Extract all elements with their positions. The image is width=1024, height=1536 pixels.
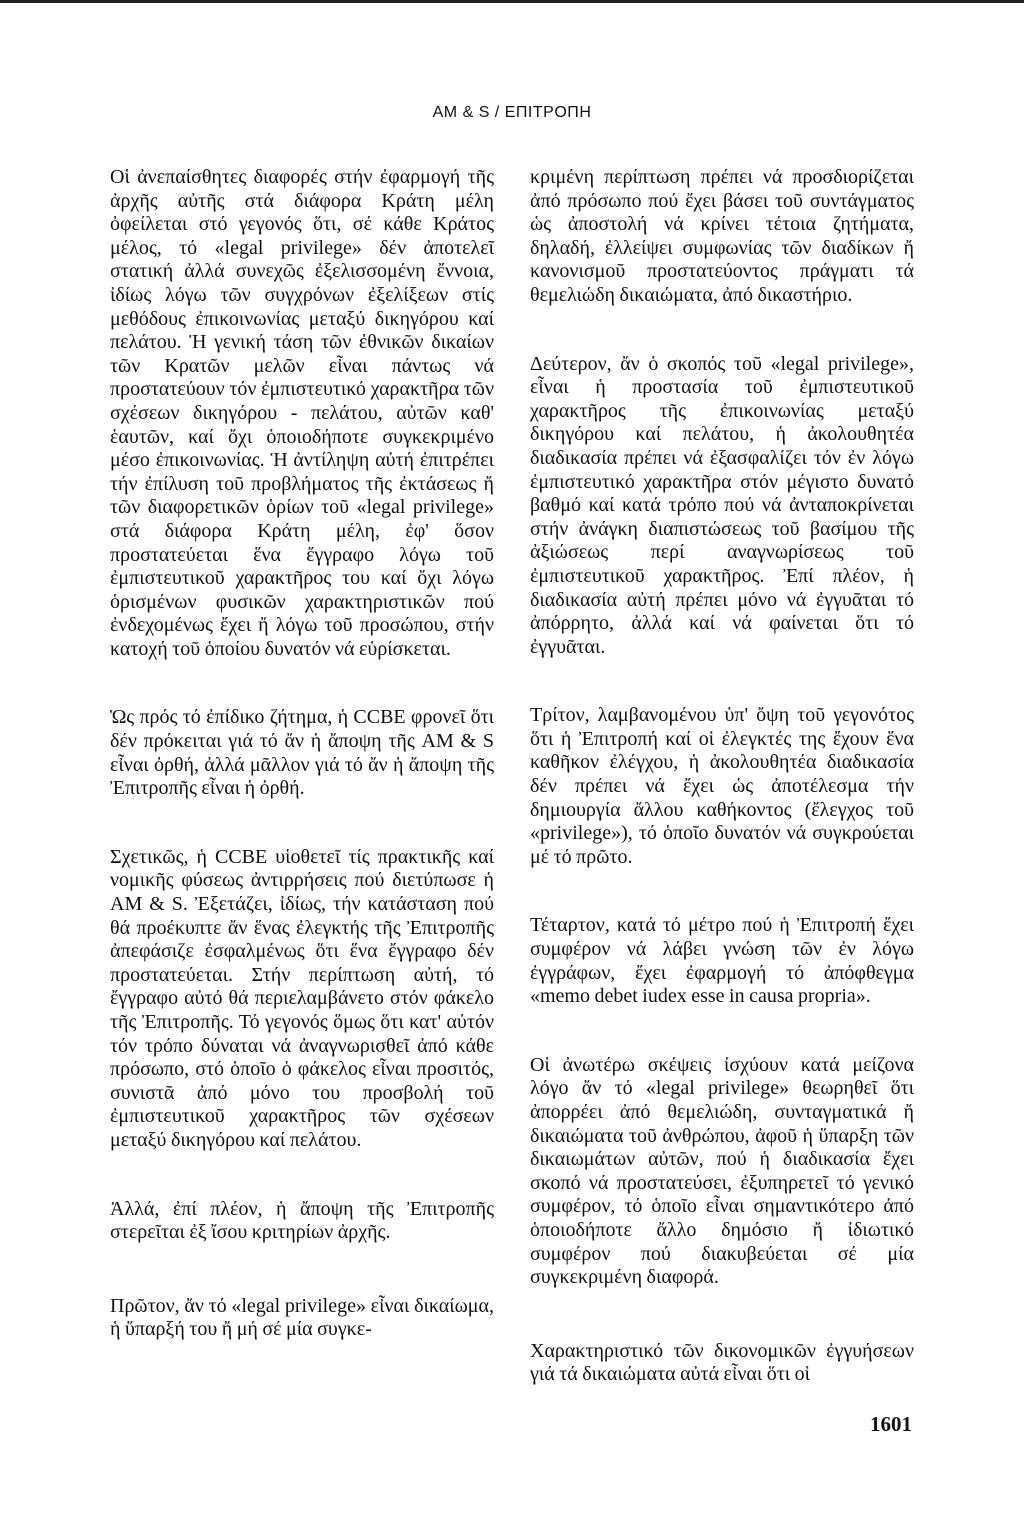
paragraph: Οἱ ἀνεπαίσθητες διαφορές στήν ἐφαρμογή τῆς ἀρχῆς αὐτῆς στά διάφορα Κράτη μέλη ὀφείλεται στό γεγονός ὅτι, σέ κάθε Κράτος μέλος, τό «legal privilege» δέν ἀποτελεῖ στατική ἀλλά συνεχῶς ἐξελισσομένη ἔννοια, ἰδίως λόγω τῶν συγχρόνων ἐξελίξεων στίς μεθόδους ἐπικοινωνίας μεταξύ δικηγόρου καί πελάτου. Ἡ γενική τάση τῶν ἐθνικῶν δικαίων τῶν Κρατῶν μελῶν εἶναι πάντως νά προστατεύουν τόν ἐμπιστευτικό χαρακτῆρα τῶν σχέσεων δικηγόρου - πελάτου, αὐτῶν καθ' ἑαυτῶν, καί ὄχι ὁποιοδήποτε συγκεκριμένο μέσο ἐπικοινωνίας. Ἡ ἀντίληψη αὐτή ἐπιτρέπει τήν ἐπίλυση τοῦ προβλήματος τῆς ἐκτάσεως ἤ τῶν διαφορετικῶν ὁρίων τοῦ «legal privilege» στά διάφορα Κράτη μέλη, ἐφ' ὅσον προστατεύεται ἕνα ἔγγραφο λόγω τοῦ ἐμπιστευτικοῦ χαρακτῆρος του καί ὄχι λόγω ὁρισμένων φυσικῶν χαρακτηριστικῶν πού ἐνδεχομένως ἔχει ἤ λόγω τοῦ προσώπου, στήν κατοχή τοῦ ὁποίου δυνατόν νά εὑρίσκεται. — [110, 166, 494, 660]
paragraph: Τρίτον, λαμβανομένου ὑπ' ὄψη τοῦ γεγονότος ὅτι ἡ Ἐπιτροπή καί οἱ ἐλεγκτές της ἔχουν ἕνα καθῆκον ἐλέγχου, ἡ ἀκολουθητέα διαδικασία δέν πρέπει νά ἔχει ὡς ἀποτέλεσμα τήν δημιουργία ἄλλου καθήκοντος (ἔλεγχος τοῦ «privilege»), τό ὁποῖο δυνατόν νά συγκρούεται μέ τό πρῶτο. — [530, 704, 914, 868]
paragraph: Ἀλλά, ἐπί πλέον, ἡ ἄποψη τῆς Ἐπιτροπῆς στερεῖται ἐξ ἴσου κριτηρίων ἀρχῆς. — [110, 1197, 494, 1244]
paragraph: Δεύτερον, ἄν ὁ σκοπός τοῦ «legal privilege», εἶναι ἡ προστασία τοῦ ἐμπιστευτικοῦ χαρακτῆρος τῆς ἐπικοινωνίας μεταξύ δικηγόρου καί πελάτου, ἡ ἀκολουθητέα διαδικασία πρέπει νά ἐξασφαλίζει τόν ἐν λόγω ἐμπιστευτικό χαρακτῆρα στόν μέγιστο δυνατό βαθμό καί κατά τρόπο πού νά ἀνταποκρίνεται στήν ἀνάγκη διαπιστώσεως τοῦ βασίμου τῆς ἀξιώσεως περί αναγνωρίσεως τοῦ ἐμπιστευτικοῦ χαρακτῆρος. Ἐπί πλέον, ἡ διαδικασία αὐτή πρέπει μόνο νά ἐγγυᾶται τό ἀπόρρητο, ἀλλά καί νά φαίνεται ὅτι τό ἐγγυᾶται. — [530, 352, 914, 658]
paragraph: Τέταρτον, κατά τό μέτρο πού ἡ Ἐπιτροπή ἔχει συμφέρον νά λάβει γνώση τῶν ἐν λόγω ἐγγράφων, ἔχει ἐφαρμογή τό ἀπόφθεγμα «memo debet iudex esse in causa propria». — [530, 914, 914, 1008]
right-column — [530, 166, 914, 1387]
paragraph: Ὡς πρός τό ἐπίδικο ζήτημα, ἡ CCBE φρονεῖ ὅτι δέν πρόκειται γιά τό ἄν ἡ ἄποψη τῆς AM & S εἶναι ὀρθή, ἀλλά μᾶλλον γιά τό ἄν ἡ ἄποψη τῆς Ἐπιτροπῆς εἶναι ἡ ὀρθή. — [110, 706, 494, 800]
paragraph: Οἱ ἀνωτέρω σκέψεις ἰσχύουν κατά μείζονα λόγο ἄν τό «legal privilege» θεωρηθεῖ ὅτι ἀπορρέει ἀπό θεμελιώδη, συνταγματικά ἤ δικαιώματα τοῦ ἀνθρώπου, ἀφοῦ ἡ ὕπαρξη τῶν δικαιωμάτων αὐτῶν, πού ἡ διαδικασία ἔχει σκοπό νά προστατεύσει, ἐξυπηρετεῖ τό γενικό συμφέρον, τό ὁποῖο εἶναι σημαντικότερο ἀπό ὁποιοδήποτε ἄλλο δημόσιο ἤ ἰδιωτικό συμφέρον πού διακυβεύεται σέ μία συγκεκριμένη διαφορά. — [530, 1053, 914, 1289]
running-head: AM & S / ΕΠΙΤΡΟΠΗ — [432, 104, 592, 121]
paragraph: Χαρακτηριστικό τῶν δικονομικῶν ἐγγυήσεων γιά τά δικαιώματα αὐτά εἶναι ὅτι οἱ — [530, 1339, 914, 1386]
page-number: 1601 — [870, 1412, 912, 1436]
left-column — [110, 166, 494, 1342]
paragraph: κριμένη περίπτωση πρέπει νά προσδιορίζεται ἀπό πρόσωπο πού ἔχει βάσει τοῦ συντάγματος ὡς ἀποστολή νά κρίνει τέτοια ζητήματα, δηλαδή, ἐλλείψει συμφωνίας τῶν διαδίκων ἤ κανονισμοῦ προστατεύοντος πράγματι τά θεμελιώδη δικαιώματα, ἀπό δικαστήριο. — [530, 166, 914, 306]
top-border-line — [0, 0, 1024, 3]
paragraph: Πρῶτον, ἄν τό «legal privilege» εἶναι δικαίωμα, ἡ ὕπαρξή του ἤ μή σέ μία συγκε- — [110, 1294, 494, 1341]
paragraph: Σχετικῶς, ἡ CCBE υἱοθετεῖ τίς πρακτικῆς καί νομικῆς φύσεως ἀντιρρήσεις πού διετύπωσε ἡ AM & S. Ἐξετάζει, ἰδίως, τήν κατάσταση πού θά προέκυπτε ἄν ἕνας ἐλεγκτής τῆς Ἐπιτροπῆς ἀπεφάσιζε ἐσφαλμένως ὅτι ἕνα ἔγγραφο δέν προστατεύεται. Στήν περίπτωση αὐτή, τό ἔγγραφο αὐτό θά περιελαμβάνετο στόν φάκελο τῆς Ἐπιτροπῆς. Τό γεγονός ὅμως ὅτι κατ' αὐτόν τόν τρόπο δύναται νά ἀναγνωρισθεῖ ἀπό κάθε πρόσωπο, στό ὁποῖο ὁ φάκελος εἶναι προσιτός, συνιστᾶ ἀπό μόνο του προσβολή τοῦ ἐμπιστευτικοῦ χαρακτῆρος τῶν σχέσεων μεταξύ δικηγόρου καί πελάτου. — [110, 845, 494, 1151]
